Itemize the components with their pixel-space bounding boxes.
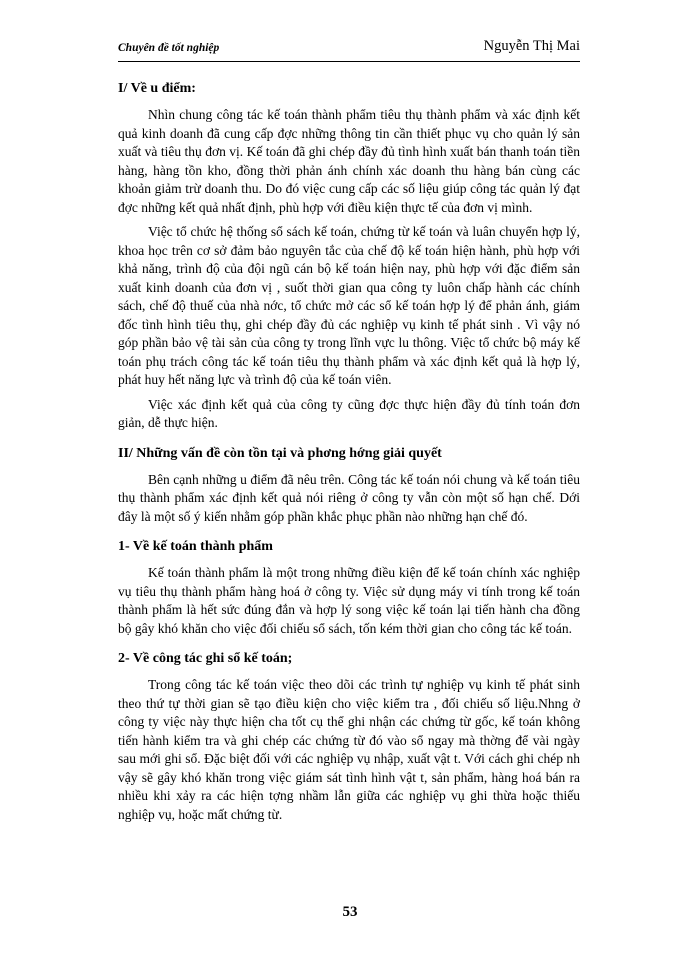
- paragraph: Kế toán thành phẩm là một trong những điều kiện để kế toán chính xác nghiệp vụ tiêu thụ thành phẩm hàng hoá ở công ty. Việc sử dụng máy vi tính trong kế toán thành phẩm là hết sức đúng đắn và hợp lý song việc kế toán lại tiến hành cha đồng bộ gây khó khăn cho việc đối chiếu sổ sách, tốn kém thời gian cho công tác kế toán.: [118, 565, 580, 636]
- section-heading: 1- Về kế toán thành phẩm: [118, 539, 273, 554]
- section-finished-goods-accounting: [118, 538, 580, 638]
- paragraph: Nhìn chung công tác kế toán thành phẩm tiêu thụ thành phẩm và xác định kết quả kinh doanh đã cung cấp đợc những thông tin cần thiết phục vụ cho quản lý sản xuất và tiêu thụ đơn vị. Kế toán đã ghi chép đầy đủ tình hình xuất bán thanh toán tiền hàng, hàng tồn kho, đồng thời phản ánh chính xác doanh thu hàng bán cùng các khoản giảm trừ doanh thu. Do đó việc cung cấp các số liệu giúp công tác quản lý đạt đợc những kết quả nhất định, phù hợp với điều kiện thực tế của đơn vị mình.: [118, 107, 580, 215]
- section-heading: II/ Những vấn đề còn tồn tại và phơng hớng giải quyết: [118, 445, 442, 461]
- section-bookkeeping: [118, 650, 580, 824]
- section-advantages: [118, 80, 580, 433]
- page-number: 53: [342, 904, 358, 920]
- paragraph: Bên cạnh những u điểm đã nêu trên. Công tác kế toán nói chung và kế toán tiêu thụ thành phẩm xác định kết quả nói riêng ở công ty vẫn còn một số hạn chế. Dới đây là một số ý kiến nhằm góp phần khắc phục phần nào những hạn chế đó.: [118, 471, 580, 524]
- paragraph: Trong công tác kế toán việc theo dõi các trình tự nghiệp vụ kinh tế phát sinh theo thứ tự thời gian sẽ tạo điều kiện cho việc kiểm tra , đối chiếu số liệu.Nhng ở công ty việc này thực hiện cha tốt cụ thể ghi nhận các chứng từ gốc, kế toán không tiến hành kiểm tra và ghi chép các chứng từ đó vào sổ ngay mà thờng để vài ngày sau mới ghi sổ. Đặc biệt đối với các nghiệp vụ nhập, xuất vật t. Với cách ghi chép nh vậy sẽ gây khó khăn trong việc giám sát tình hình vật t, sản phẩm, hàng hoá bán ra nhiều khi xảy ra các hiện tợng nhầm lẫn giữa các nghiệp vụ ghi thừa hoặc thiếu nghiệp vụ, hoặc mất chứng từ.: [118, 677, 580, 822]
- document-body: [118, 80, 580, 830]
- paragraph: Việc tổ chức hệ thống sổ sách kế toán, chứng từ kế toán và luân chuyển hợp lý, khoa học trên cơ sở đảm bảo nguyên tắc của chế độ kế toán hiện hành, phù hợp với khả năng, trình độ của đội ngũ cán bộ kế toán hiện nay, phù hợp với đặc điểm sản xuất kinh doanh của đơn vị , suốt thời gian qua công ty luôn chấp hành các chính sách, chế độ thuế của nhà nớc, tổ chức mở các sổ kế toán hợp lý để phản ánh, giám đốc tình hình tiêu thụ, ghi chép đầy đủ các nghiệp vụ kinh tế phát sinh . Vì vậy nó góp phần bảo vệ tài sản của công ty trong lĩnh vực lu thông. Việc tổ chức bộ máy kế toán phụ trách công tác kế toán tiêu thụ thành phẩm và xác định kết quả là hợp lý, phát huy hết năng lực và trình độ của kế toán viên.: [118, 224, 580, 387]
- header-author: Nguyễn Thị Mai: [483, 38, 580, 54]
- paragraph: Việc xác định kết quả của công ty cũng đợc thực hiện đầy đủ tính toán đơn giản, dễ thực hiện.: [118, 396, 580, 430]
- section-issues: [118, 445, 580, 527]
- section-heading: I/ Về u điểm:: [118, 81, 196, 96]
- header-title: Chuyên đề tốt nghiệp: [118, 42, 220, 54]
- section-heading: 2- Về công tác ghi sổ kế toán;: [118, 651, 293, 666]
- header-divider: [118, 61, 580, 62]
- page-header: [118, 38, 580, 58]
